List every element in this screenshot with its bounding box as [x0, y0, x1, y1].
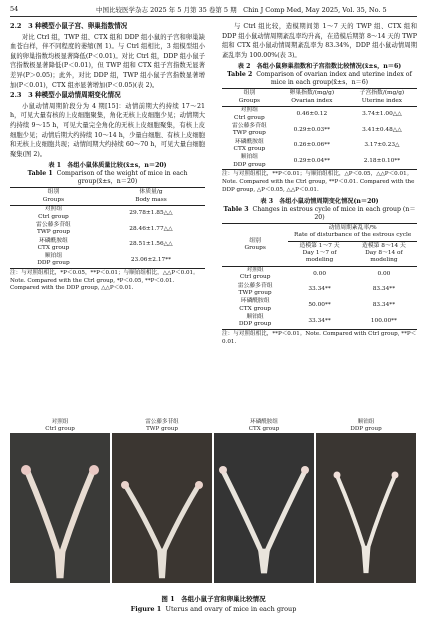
table-row: 环磷酰胺组 CTX group 0.26±0.06** 3.17±0.23△	[233, 138, 400, 152]
table2-caption: 表 2 各组小鼠卵巢指数和子宫指数比较情况(x̄±s，n＝6) Table 2 Comparison of ovarian index and uterine index of mice in each group(x̄±s，n＝6)	[227, 63, 412, 87]
page-number: 54	[10, 5, 19, 13]
table3-note: 注：与对照组相比，**P＜0.01。Note. Compared with Ctrl group, **P＜0.01.	[222, 330, 417, 345]
table3: 组别 Groups 动情周期紊乱率/% Rate of disturbance of the estrous cycle 造模第 1～7 天 Day 1～7 of modeling 造模第 8～14 天 Day 8～14 of modeling 对照组 Ctrl group 0.00 0.00 雷公藤多苷组 TWP group 33.34** 83.34** 环磷酰胺组 CTX group 50.00** 83.34** 顺铂组 DDP group 33.34** 100.00**	[222, 223, 417, 330]
uterus-photo	[112, 433, 212, 583]
section-2-3-title: 2.3 3 种模型小鼠动情周期变化情况	[10, 91, 121, 100]
uterus-photo	[316, 433, 416, 583]
table-row: 对照组 Ctrl group 0.46±0.12 3.74±1.00△△	[234, 107, 402, 121]
table-row: 环磷酰胺组 CTX group 28.51±1.56△△	[37, 237, 173, 251]
figure-panel-twp: 雷公藤多苷组 TWP group	[112, 419, 212, 583]
table-row: 雷公藤多苷组 TWP group 33.34** 83.34**	[237, 282, 396, 296]
table-row: 顺铂组 DDP group 0.29±0.04** 2.18±0.10**	[233, 154, 401, 168]
figure-panel-ddp: 顺铂组 DDP group	[316, 419, 416, 583]
table1-note: 注：与对照组相比，*P＜0.05，**P＜0.01；与顺铂组相比，△△P＜0.01。Note. Compared with the Ctrl group, *P＜0.05, **P＜0.01. Compared with the DDP group, △△P＜0.01.	[10, 270, 199, 292]
section-2-2-title: 2.2 3 种模型小鼠子宫、卵巢指数情况	[10, 22, 128, 30]
right-column	[222, 22, 417, 346]
section-2-2-text: 对比 Ctrl 组，TWP 组、CTX 组和 DDP 组小鼠的子宫和卵巢缺血苍白样，伴不同程度的萎缩(图 1)。与 Ctrl 组相比，3 组模型组小鼠的卵巢指数均极显著降低(P＜0.01)。对比 Ctrl 组，DDP 组小鼠子宫指数极显著降低(P＜0.01)，但 TWP 组和 CTX 组子宫指数无显著差异(P＞0.05)；此外，对比 DDP 组，TWP 组小鼠子宫指数显著增加(P＜0.01)，CTX 组亦显著增加(P＜0.05)(表 2)。	[10, 33, 205, 89]
table-row: 环磷酰胺组 CTX group 50.00** 83.34**	[239, 298, 396, 312]
figure-panel-ctrl: 对照组 Ctrl group	[10, 419, 110, 583]
table2-note: 注：与对照组相比，**P＜0.01；与顺铂组相比，△P＜0.05，△△P＜0.01。Note. Compared with the Ctrl group, **P＜0.01. Compared with the DDP group, △P＜0.05, △△P＜0.01.	[222, 171, 415, 193]
section-2-3-text: 小鼠动情周期阶段分为 4 期[15]：动情前期大约持续 17～21 h，可见大量有核的上皮细胞聚集，角化无核上皮细胞少见；动情期大约持续 9～15 h，可见大量完全角化的无核上皮细胞聚集，有核上皮细胞少见；动情后期大约持续 10～14 h，少量白细胞、有核上皮细胞和无核上皮细胞共现；动情间期大约持续 60～70 h，可见大量白细胞聚集(图 2)。	[10, 102, 205, 158]
table1: 组别 Groups 体质量/g Body mass 对照组 Ctrl group 29.78±1.85△△ 雷公藤多苷组 TWP group 28.46±1.77△△ 环磷酰胺组 CTX group 28.51±1.56△△ 顺铂组 DDP group 23.06±2.17**	[10, 187, 205, 269]
table3-caption: 表 3 各组小鼠动情周期变化情况(n＝20) Table 3 Changes in estrous cycle of mice in each group (n＝20)	[223, 198, 416, 222]
table-row: 顺铂组 DDP group 33.34** 100.00**	[238, 313, 397, 328]
figure-1-caption: 图 1 各组小鼠子宫和卵巢比较情况 Figure 1 Uterus and ovary of mice in each group	[130, 595, 297, 613]
table-row: 对照组 Ctrl group 29.78±1.85△△	[38, 206, 173, 220]
journal-line: 中国比较医学杂志 2025 年 5 月第 35 卷第 5 期 Chin J Comp Med, May 2025, Vol. 35, No. 5	[96, 6, 387, 14]
left-column	[10, 22, 205, 293]
table1-caption: 表 1 各组小鼠体质量比较(x̄±s，n＝20) Table 1 Comparison of the weight of mice in each group(x̄±s，n＝20)	[27, 162, 188, 186]
uterus-photo	[10, 433, 110, 583]
figure-panel-ctx: 环磷酰胺组 CTX group	[214, 419, 314, 583]
table-row: 雷公藤多苷组 TWP group 0.29±0.03** 3.41±0.48△△	[231, 123, 402, 137]
table-row: 雷公藤多苷组 TWP group 28.46±1.77△△	[36, 222, 173, 236]
table-row: 对照组 Ctrl group 0.00 0.00	[239, 267, 391, 281]
running-header	[10, 4, 417, 17]
table2: 组别 Groups 卵巢指数/(mg/g) Ovarian index 子宫指数/(mg/g) Uterine index 对照组 Ctrl group 0.46±0.12 3.74±1.00△△ 雷公藤多苷组 TWP group 0.29±0.03** 3.41±0.48△△ 环磷酰胺组 CTX group 0.26±0.06** 3.17±0.23△ 顺铂组 DDP group 0.29±0.04** 2.18±0.10**	[222, 88, 417, 170]
table-row: 顺铂组 DDP group 23.06±2.17**	[37, 253, 172, 267]
figure-1	[10, 419, 417, 591]
right-intro-text: 与 Ctrl 组比较，造模期间第 1～7 天的 TWP 组、CTX 组和 DDP 组小鼠动情周期紊乱率均升高，在造模后期第 8～14 天的 TWP 组和 CTX 组小鼠动情周期紊乱率为 83.34%，DDP 组小鼠动情周期紊乱率为 100.00%(表 3)。	[222, 23, 417, 59]
uterus-photo	[214, 433, 314, 583]
